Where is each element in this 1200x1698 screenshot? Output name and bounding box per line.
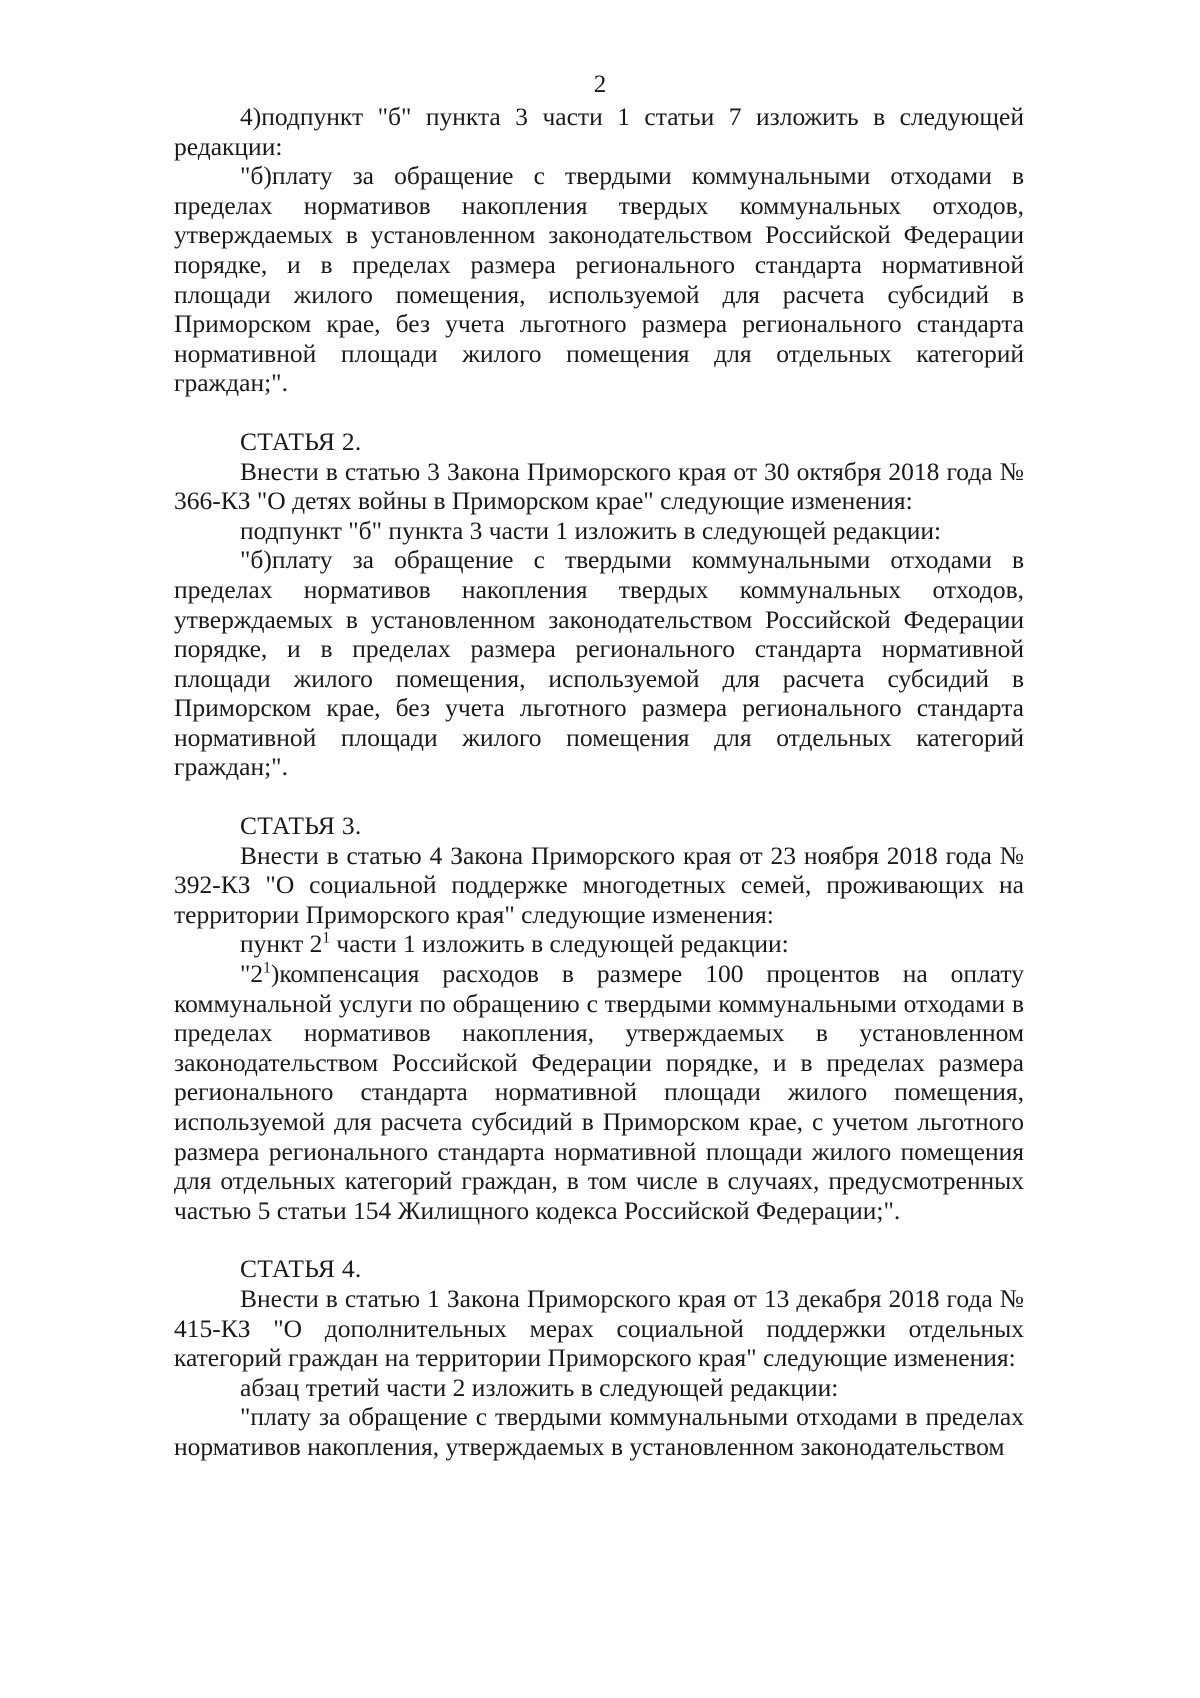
item4-text: "б)плату за обращение с твердыми коммунальными отходами в пределах нормативов накопления твердых коммунальных отходов, утверждаемых в установленном законодательством Российской Федерации порядке, и в пределах размера регионального стандарта нормативной площади жилого помещения, используемой для расчета субсидий в Приморском крае, без учета льготного размера регионального стандарта нормативной площади жилого помещения для отдельных категорий граждан;". <box>174 161 1024 398</box>
article3-text-prefix: "2 <box>240 959 264 989</box>
article2-text: "б)плату за обращение с твердыми коммунальными отходами в пределах нормативов накопления твердых коммунальных отходов, утверждаемых в установленном законодательством Российской Федерации порядке, и в пределах размера регионального стандарта нормативной площади жилого помещения, используемой для расчета субсидий в Приморском крае, без учета льготного размера регионального стандарта нормативной площади жилого помещения для отдельных категорий граждан;". <box>174 545 1024 782</box>
article3-clause-prefix: пункт 2 <box>240 929 323 959</box>
article4-intro: Внести в статью 1 Закона Приморского края от 13 декабря 2018 года № 415-КЗ "О дополнительных мерах социальной поддержки отдельных категорий граждан на территории Приморского края" следующие изменения: <box>174 1283 1024 1373</box>
article4-clause: абзац третий части 2 изложить в следующей редакции: <box>240 1372 839 1402</box>
page-number: 2 <box>593 71 607 98</box>
article3-clause-superscript: 1 <box>322 929 331 947</box>
article3-clause <box>174 929 1024 959</box>
article3-clause-suffix: части 1 изложить в следующей редакции: <box>330 929 789 959</box>
article3-text <box>174 959 1024 1225</box>
article2-clause: подпункт "б" пункта 3 части 1 изложить в следующей редакции: <box>240 515 942 545</box>
article3-heading: СТАТЬЯ 3. <box>240 811 362 841</box>
article4-heading: СТАТЬЯ 4. <box>240 1254 362 1284</box>
item4-intro: 4)подпункт "б" пункта 3 части 1 статьи 7 изложить в следующей редакции: <box>174 102 1024 161</box>
article2-heading: СТАТЬЯ 2. <box>240 426 362 456</box>
article3-text-suffix: )компенсация расходов в размере 100 процентов на оплату коммунальной услуги по обращению с твердыми коммунальными отходами в пределах нормативов накопления, утверждаемых в установленном законодательством Российской Федерации порядке, и в пределах размера регионального стандарта нормативной площади жилого помещения, используемой для расчета субсидий в Приморском крае, с учетом льготного размера регионального стандарта нормативной площади жилого помещения для отдельных категорий граждан, в том числе в случаях, предусмотренных частью 5 статьи 154 Жилищного кодекса Российской Федерации;". <box>174 959 1024 1225</box>
document-body <box>174 102 1024 1462</box>
article4-text: "плату за обращение с твердыми коммунальными отходами в пределах нормативов накопления, утверждаемых в установленном законодательством <box>174 1402 1024 1461</box>
article2-intro: Внести в статью 3 Закона Приморского края от 30 октября 2018 года № 366-КЗ "О детях войны в Приморском крае" следующие изменения: <box>174 456 1024 516</box>
article3-text-superscript: 1 <box>263 959 271 977</box>
article3-intro: Внести в статью 4 Закона Приморского края от 23 ноября 2018 года № 392-КЗ "О социальной поддержке многодетных семей, проживающих на территории Приморского края" следующие изменения: <box>174 840 1024 929</box>
